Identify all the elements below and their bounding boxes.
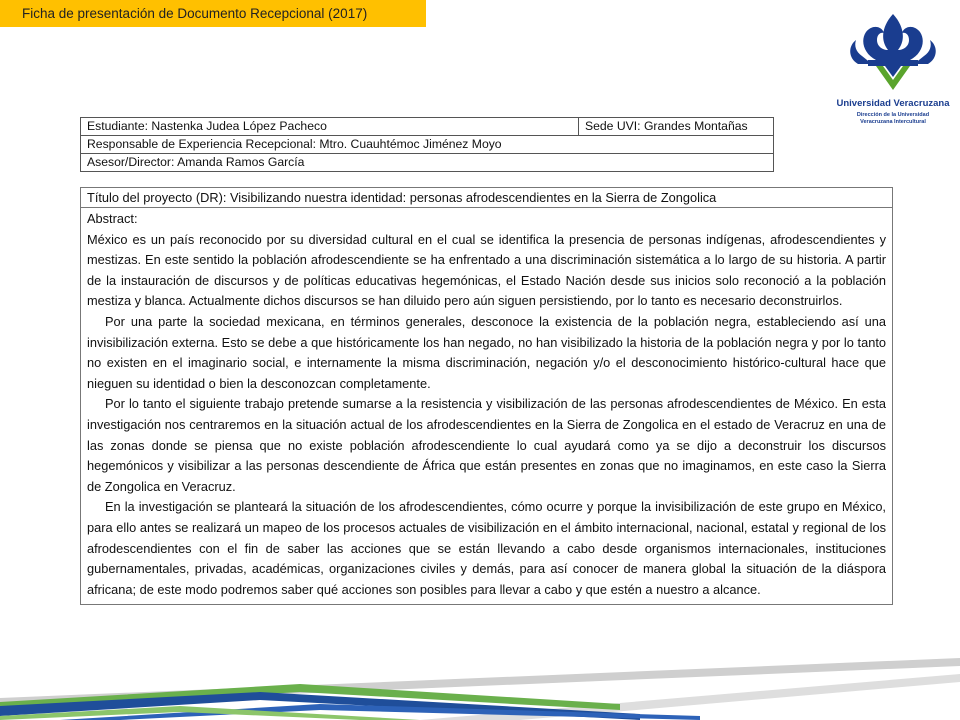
abstract-paragraph-4: En la investigación se planteará la situación de los afrodescendientes, cómo ocurre y porque la invisibilización de este grupo en México, para ello antes se realizará un mapeo de los procesos actuales de visibilización en el ámbito internacional, nacional, estatal y regional de los afrodescendientes con el fin de saber las acciones que se están llevando a cabo desde organismos internacionales, instituciones gubernamentales, privadas, académicas, organizaciones civiles y demás, para así conocer de manera global la situación de la diáspora africana; de este modo podremos saber qué acciones son posibles para llevar a cabo y que estén a nuestro a alcance.: [87, 499, 886, 597]
student-row: [81, 118, 774, 136]
sede-uvi: Sede UVI: Grandes Montañas: [579, 118, 774, 136]
university-logo: [832, 10, 954, 130]
abstract-label: Abstract:: [87, 211, 138, 226]
logo-subtitle-line1: Dirección de la Universidad: [856, 112, 930, 118]
logo-subtitle: [832, 112, 954, 125]
logo-subtitle-line2: Veracruzana Intercultural: [860, 118, 926, 125]
header-banner: Ficha de presentación de Documento Recepcional (2017): [0, 0, 426, 27]
abstract-body: [81, 208, 892, 604]
fleur-de-lis-icon: [832, 10, 954, 96]
project-title: Título del proyecto (DR): Visibilizando nuestra identidad: personas afrodescendientes en la Sierra de Zongolica: [81, 188, 892, 208]
project-box: [80, 187, 893, 605]
responsable: Responsable de Experiencia Recepcional: Mtro. Cuauhtémoc Jiménez Moyo: [81, 136, 774, 154]
asesor-row: [81, 154, 774, 172]
student-info-table: [80, 117, 774, 172]
responsable-row: [81, 136, 774, 154]
logo-name: Universidad Veracruzana: [836, 98, 950, 109]
asesor: Asesor/Director: Amanda Ramos García: [81, 154, 774, 172]
student-name: Estudiante: Nastenka Judea López Pacheco: [81, 118, 579, 136]
abstract-paragraph-2: Por una parte la sociedad mexicana, en términos generales, desconoce la existencia de la población negra, estableciendo así una invisibilización externa. Esto se debe a que históricamente los han negado, no han visibilizado la historia de la población negra y por lo tanto no existen en el imaginario social, e internamente la misma discriminación, negación y/o el desconocimiento histórico-cultural hace que nieguen su identidad o bien la desconozcan completamente.: [87, 313, 886, 391]
decorative-stripes: [0, 640, 960, 720]
abstract-paragraph-3: Por lo tanto el siguiente trabajo pretende sumarse a la resistencia y visibilización de las personas afrodescendientes de México. En esta investigación nos centraremos en la situación actual de los afrodescendientes en la Sierra de Zongolica en el estado de Veracruz en una de las zonas donde se piensa que no existe población afrodescendiente lo cual ayudará como ya se dijo a deconstruir los discursos hegemónicos y visibilizar a las personas descendiente de África que están presentes en zonas que no imaginamos, en este caso la Sierra de Zongolica en Veracruz.: [87, 396, 886, 494]
abstract-paragraph-1: México es un país reconocido por su diversidad cultural en el cual se identifica la presencia de personas indígenas, afrodescendientes y mestizas. En este sentido la población afrodescendiente se ha enfrentado a una discriminación sistemática a lo largo de su historia. A partir de la instauración de discursos y de políticas educativas hegemónicas, el Estado Nación desde sus inicios solo reconoció a la población mestiza y blanca. Actualmente dichos discursos se han diluido pero aún siguen persistiendo, por lo tanto es necesario deconstruirlos.: [87, 231, 886, 309]
